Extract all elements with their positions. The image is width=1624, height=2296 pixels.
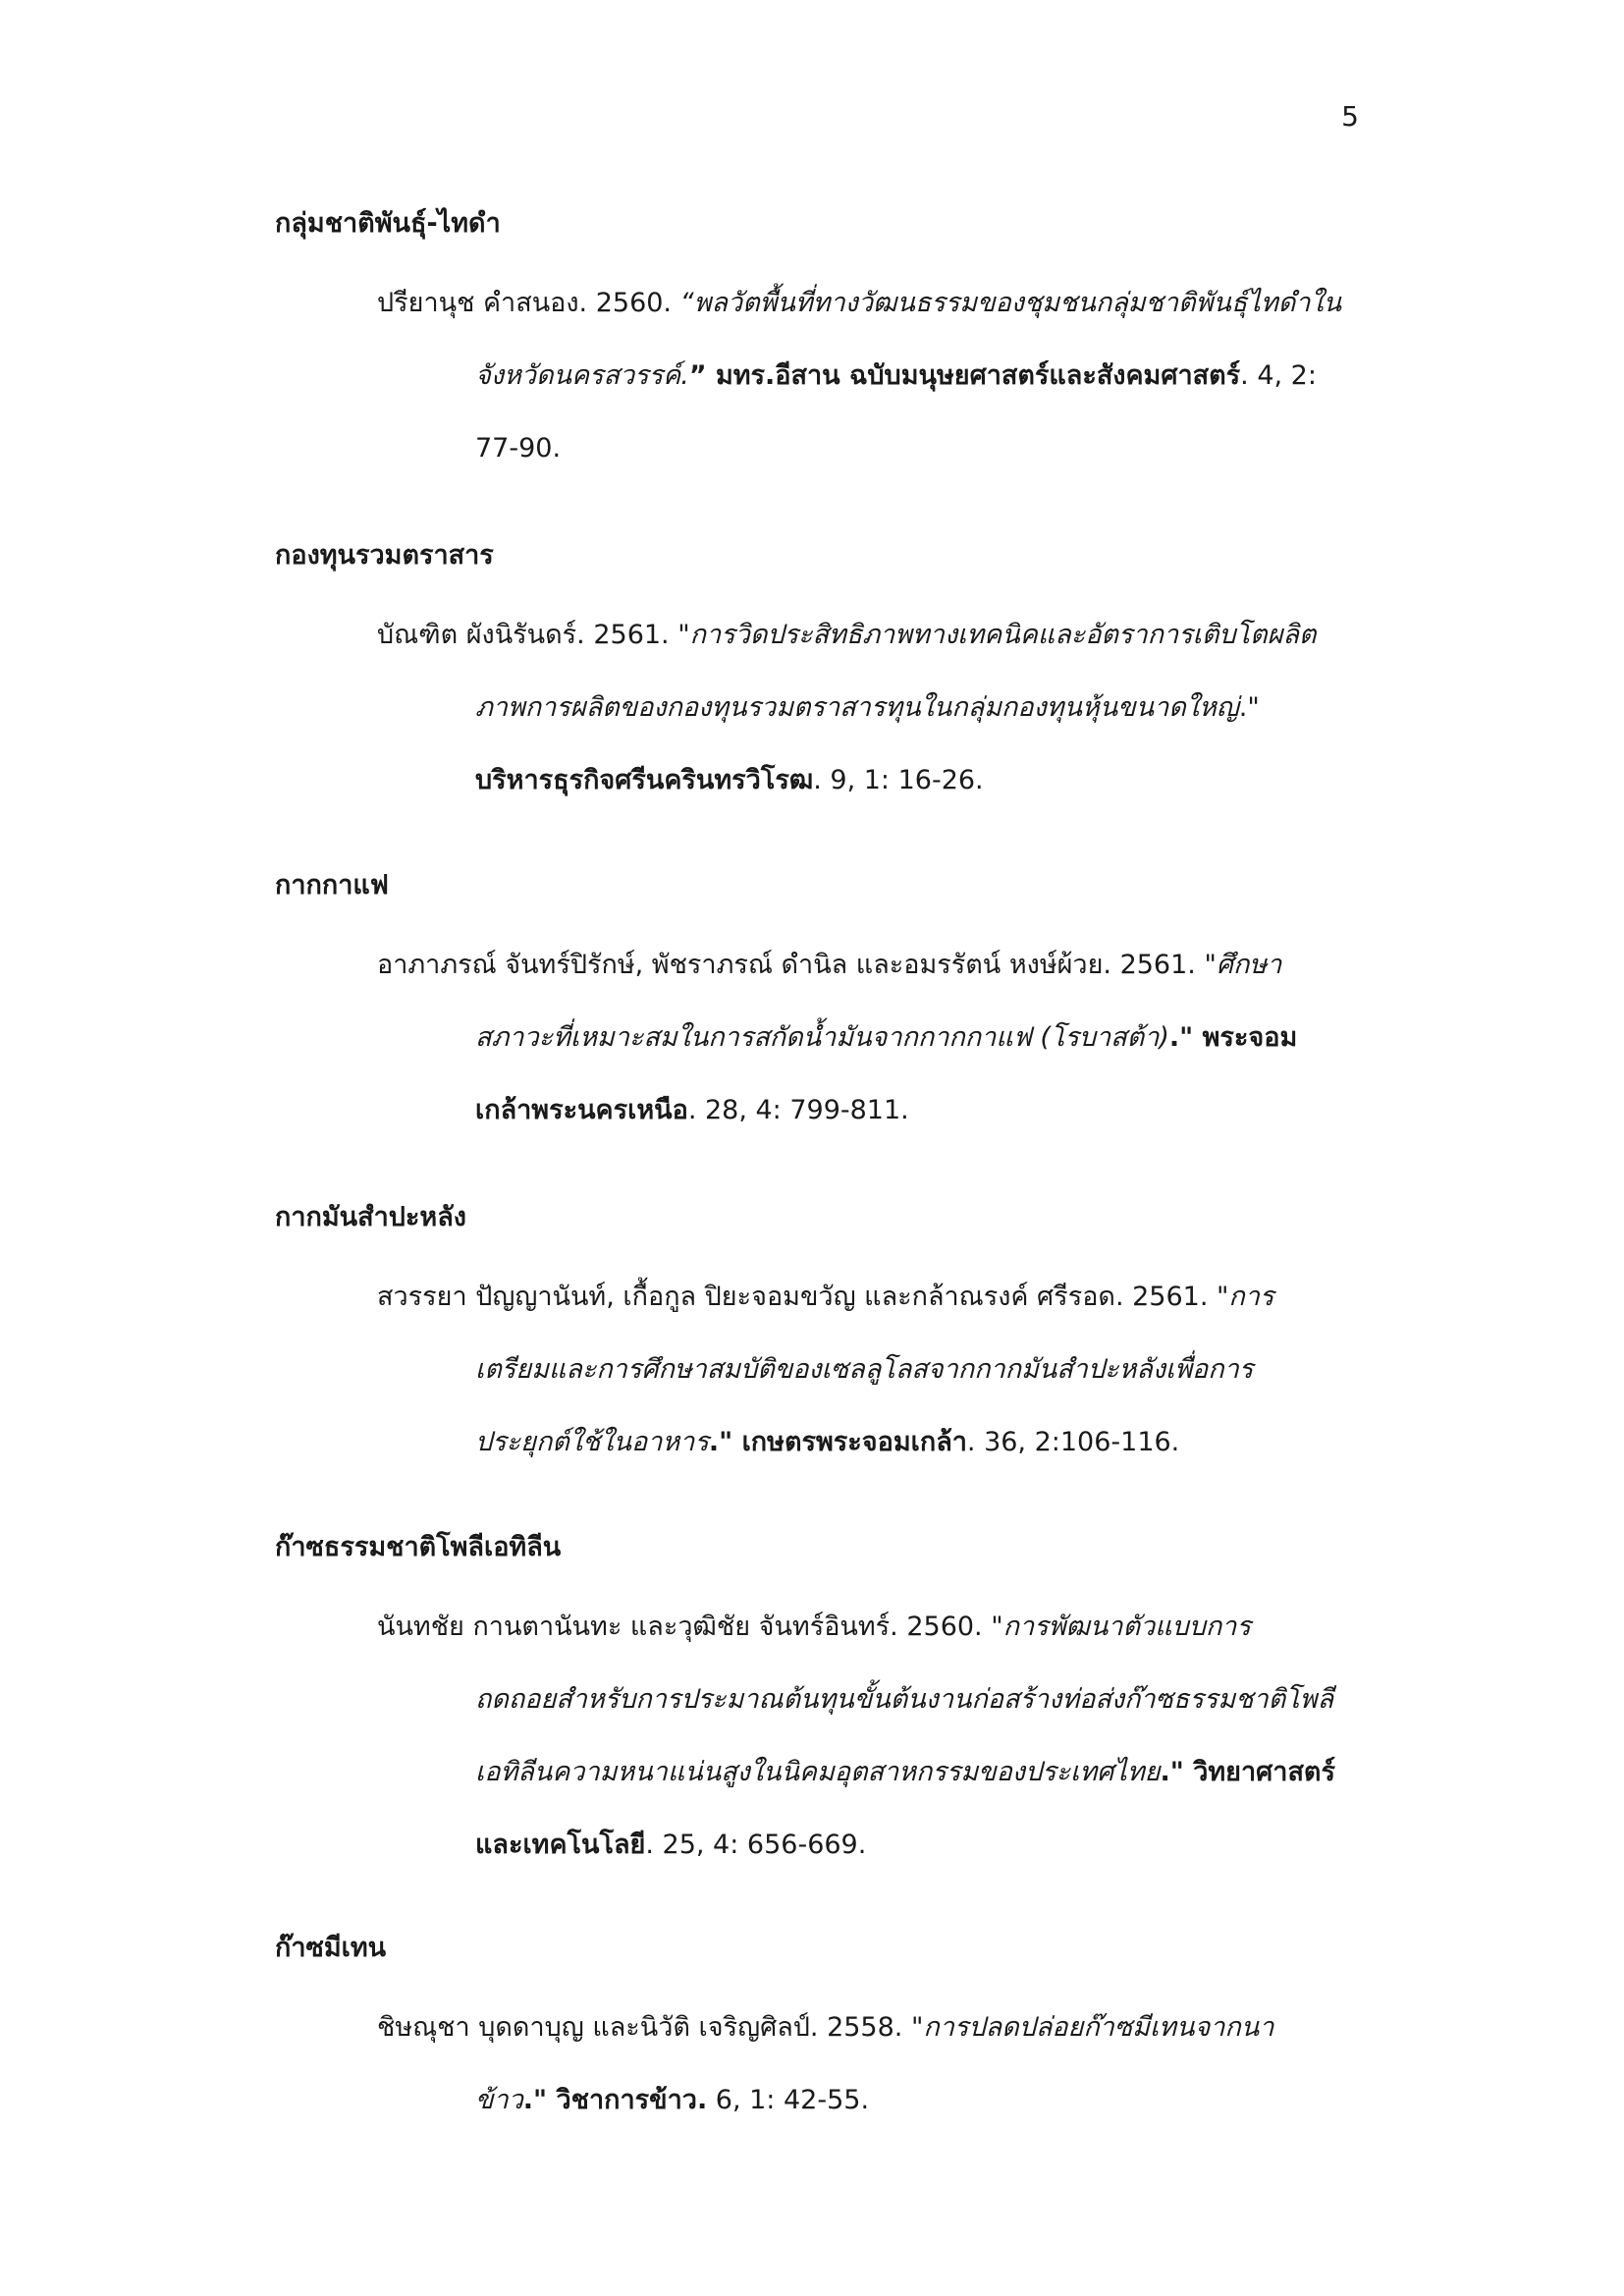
section-heading: กากมันสำปะหลัง bbox=[275, 1202, 466, 1232]
article-title: การ bbox=[1228, 1282, 1274, 1312]
entry-line bbox=[377, 672, 1355, 744]
reference-entry bbox=[377, 1261, 1355, 1479]
journal-name: ." วิทยาศาสตร์ bbox=[1160, 1757, 1335, 1787]
section-heading: ก๊าซมีเทน bbox=[275, 1933, 387, 1963]
authors-year: นันทชัย กานตานันทะ และวุฒิชัย จันทร์อินทร์. 2560. " bbox=[377, 1612, 1003, 1642]
volume-pages: . 36, 2:106-116. bbox=[966, 1427, 1180, 1457]
volume-pages: 77-90. bbox=[475, 433, 562, 464]
section-heading: ก๊าซธรรมชาติโพลีเอทิลีน bbox=[275, 1532, 562, 1562]
article-title: ประยุกต์ใช้ในอาหาร bbox=[475, 1427, 709, 1457]
authors-year: ปรียานุช คำสนอง. 2560. bbox=[377, 288, 680, 318]
article-title: “พลวัตพื้นที่ทางวัฒนธรรมของชุมชนกลุ่มชาติพันธุ์ไทดำใน bbox=[679, 288, 1342, 318]
entry-line bbox=[377, 1736, 1355, 1809]
journal-name: และเทคโนโลยี bbox=[475, 1830, 646, 1860]
article-title: ภาพการผลิตของกองทุนรวมตราสารทุนในกลุ่มกองทุนหุ้นขนาดใหญ่ bbox=[475, 692, 1239, 723]
volume-pages: . 9, 1: 16-26. bbox=[813, 765, 984, 795]
journal-name: เกล้าพระนครเหนือ bbox=[475, 1095, 688, 1125]
entry-line bbox=[377, 1002, 1355, 1074]
entry-line bbox=[377, 340, 1355, 412]
reference-section bbox=[275, 1526, 1355, 1882]
entry-line bbox=[377, 267, 1355, 340]
entry-line bbox=[377, 1334, 1355, 1406]
entry-line bbox=[377, 1591, 1355, 1664]
article-title: เตรียมและการศึกษาสมบัติของเซลลูโลสจากกากมันสำปะหลังเพื่อการ bbox=[475, 1354, 1254, 1385]
article-title: จังหวัดนครสวรรค์. bbox=[475, 360, 689, 391]
journal-name: ” มทร.อีสาน ฉบับมนุษยศาสตร์และสังคมศาสตร์ bbox=[688, 360, 1241, 391]
volume-pages: 6, 1: 42-55. bbox=[707, 2085, 870, 2115]
reference-section bbox=[275, 1196, 1355, 1479]
section-heading: กองทุนรวมตราสาร bbox=[275, 540, 494, 571]
volume-pages: . 25, 4: 656-669. bbox=[645, 1830, 867, 1860]
punctuation: ." bbox=[1238, 692, 1260, 723]
reference-entry bbox=[377, 599, 1355, 817]
entry-line bbox=[377, 1406, 1355, 1479]
reference-section bbox=[275, 202, 1355, 485]
volume-pages: . 28, 4: 799-811. bbox=[687, 1095, 909, 1125]
entry-line bbox=[377, 929, 1355, 1002]
journal-name: ." เกษตรพระจอมเกล้า bbox=[708, 1427, 967, 1457]
article-title: เอทิลีนความหนาแน่นสูงในนิคมอุตสาหกรรมของประเทศไทย bbox=[475, 1757, 1161, 1787]
journal-name: บริหารธุรกิจศรีนครินทรวิโรฒ bbox=[475, 765, 814, 795]
article-title: ศึกษา bbox=[1216, 950, 1282, 980]
article-title: ถดถอยสำหรับการประมาณต้นทุนขั้นต้นงานก่อสร้างท่อส่งก๊าซธรรมชาติโพลี bbox=[475, 1684, 1334, 1715]
entry-line bbox=[377, 744, 1355, 817]
authors-year: อาภาภรณ์ จันทร์ปิรักษ์, พัชราภรณ์ ดำนิล และอมรรัตน์ หงษ์ผ้วย. 2561. " bbox=[377, 950, 1217, 980]
article-title: การปลดปล่อยก๊าซมีเทนจากนา bbox=[923, 2012, 1274, 2043]
article-title: การวิดประสิทธิภาพทางเทคนิคและอัตราการเติบโตผลิต bbox=[689, 620, 1317, 650]
volume-pages: . 4, 2: bbox=[1240, 360, 1317, 391]
authors-year: บัณฑิต ผังนิรันดร์. 2561. " bbox=[377, 620, 690, 650]
journal-name: ." พระจอม bbox=[1168, 1022, 1298, 1053]
section-heading: กลุ่มชาติพันธุ์-ไทดำ bbox=[275, 208, 501, 239]
article-title: ข้าว bbox=[475, 2085, 523, 2115]
entry-line bbox=[377, 1664, 1355, 1736]
entry-line bbox=[377, 599, 1355, 672]
article-title: สภาวะที่เหมาะสมในการสกัดน้ำมันจากกากกาแฟ (โรบาสต้า) bbox=[475, 1022, 1169, 1053]
journal-name: ." วิชาการข้าว. bbox=[522, 2085, 708, 2115]
authors-year: ชิษณุชา บุดดาบุญ และนิวัติ เจริญศิลป์. 2558. " bbox=[377, 2012, 924, 2043]
page-number: 5 bbox=[1341, 100, 1359, 133]
reference-section bbox=[275, 1927, 1355, 2137]
section-heading: กากกาแฟ bbox=[275, 870, 389, 901]
reference-entry bbox=[377, 929, 1355, 1147]
entry-line bbox=[377, 1809, 1355, 1882]
authors-year: สวรรยา ปัญญานันท์, เกื้อกูล ปิยะจอมขวัญ และกล้าณรงค์ ศรีรอด. 2561. " bbox=[377, 1282, 1229, 1312]
entry-line bbox=[377, 412, 1355, 485]
entry-line bbox=[377, 1074, 1355, 1147]
reference-entry bbox=[377, 1992, 1355, 2137]
entry-line bbox=[377, 1261, 1355, 1334]
entry-line bbox=[377, 1992, 1355, 2064]
reference-entry bbox=[377, 1591, 1355, 1882]
reference-section bbox=[275, 864, 1355, 1147]
entry-line bbox=[377, 2064, 1355, 2137]
article-title: การพัฒนาตัวแบบการ bbox=[1002, 1612, 1251, 1642]
reference-section bbox=[275, 534, 1355, 817]
reference-entry bbox=[377, 267, 1355, 485]
